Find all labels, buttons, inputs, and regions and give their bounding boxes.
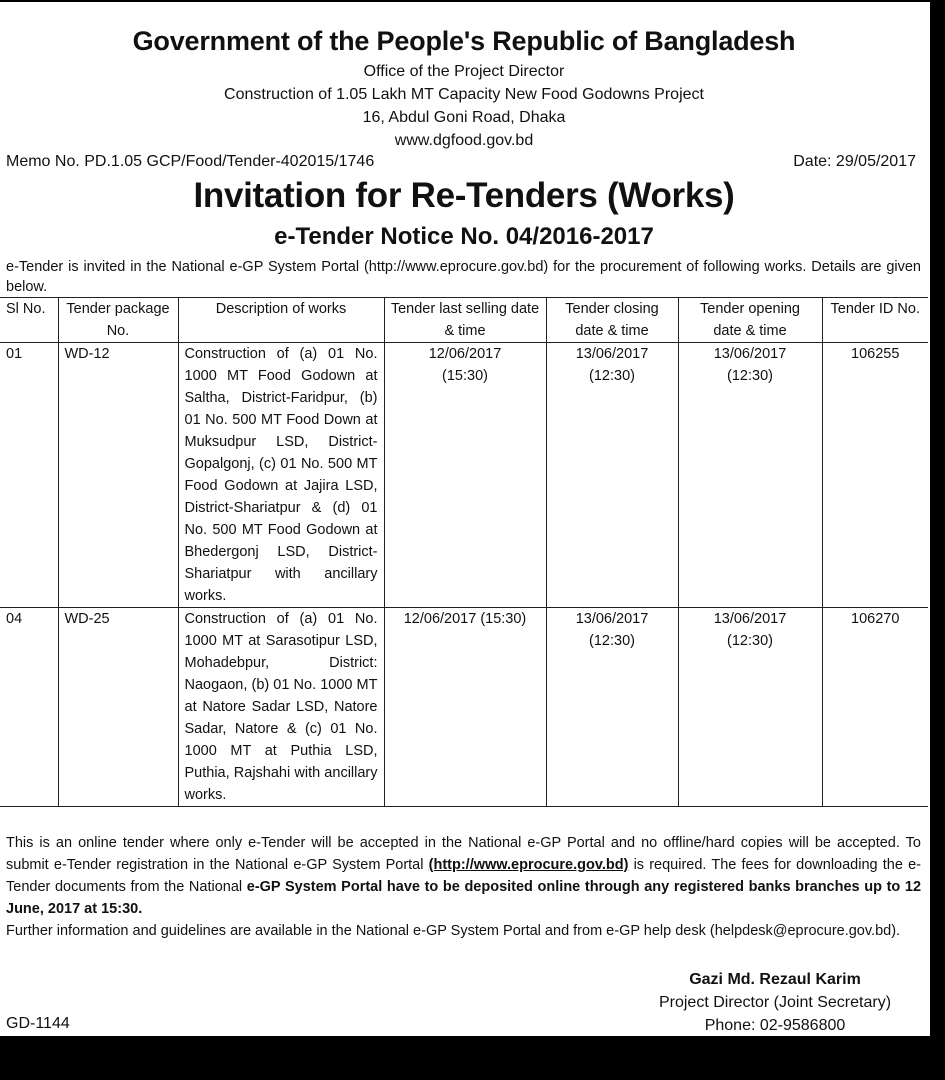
col-description: Description of works — [178, 298, 384, 343]
col-package: Tender package No. — [58, 298, 178, 343]
footer-text — [6, 832, 921, 942]
cell-opening — [678, 608, 822, 807]
office-line: Office of the Project Director — [363, 63, 565, 80]
cell-sl: 01 — [0, 343, 58, 608]
table-row — [0, 608, 928, 807]
cell-selling — [384, 343, 546, 608]
intro-paragraph: e-Tender is invited in the National e-GP System Portal (http://www.eprocure.gov.bd) for the procurement of following works. Details are given below. — [6, 259, 921, 295]
cell-description: Construction of (a) 01 No. 1000 MT Food Godown at Saltha, District-Faridpur, (b) 01 No. 500 MT Food Down at Muksudpur LSD, District-Gopalgonj, (c) 01 No. 500 MT Food Godown at Jajira LSD, District-Shariatpur & (d) 01 No. 500 MT Food Godown at Bhedergonj LSD, District-Shariatpur with ancillary works. — [178, 343, 384, 608]
cell-closing — [546, 608, 678, 807]
closing-time: (12:30) — [589, 368, 635, 384]
page-title: Invitation for Re-Tenders (Works) — [193, 176, 735, 215]
cell-tender-id: 106270 — [822, 608, 928, 807]
cell-package: WD-25 — [58, 608, 178, 807]
opening-time: (12:30) — [727, 633, 773, 649]
footer-text-a: This is an online tender where only e-Tender will be accepted in the National e-GP Portal and no offline/hard copies will be accepted. To submit e-Tender registration in the National e-GP System Portal — [6, 835, 921, 873]
col-closing: Tender closing date & time — [546, 298, 678, 343]
project-line: Construction of 1.05 Lakh MT Capacity New Food Godowns Project — [224, 86, 704, 103]
selling-time: (15:30) — [442, 368, 488, 384]
cell-tender-id: 106255 — [822, 343, 928, 608]
cell-package: WD-12 — [58, 343, 178, 608]
cell-opening — [678, 343, 822, 608]
closing-date: 13/06/2017 — [575, 346, 649, 362]
cell-selling — [384, 608, 546, 807]
gd-reference: GD-1144 — [6, 1015, 70, 1032]
signatory-name: Gazi Md. Rezaul Karim — [689, 971, 861, 988]
opening-date: 13/06/2017 — [713, 611, 787, 627]
closing-time: (12:30) — [589, 633, 635, 649]
footer-paragraph-1 — [6, 832, 921, 920]
table-row — [0, 343, 928, 608]
government-heading: Government of the People's Republic of Bangladesh — [132, 26, 796, 56]
memo-number: Memo No. PD.1.05 GCP/Food/Tender-402015/1746 — [6, 153, 375, 170]
notice-number: e-Tender Notice No. 04/2016-2017 — [274, 223, 654, 250]
footer-paragraph-2: Further information and guidelines are available in the National e-GP System Portal and from e-GP help desk (helpdesk@eprocure.gov.bd). — [6, 923, 901, 939]
cell-description: Construction of (a) 01 No. 1000 MT at Sarasotipur LSD, Mohadebpur, District: Naogaon, (b) 01 No. 1000 MT at Natore Sadar LSD, Natore Sadar, Natore & (c) 01 No. 1000 MT at Puthia LSD, Puthia, Rajshahi with ancillary works. — [178, 608, 384, 807]
opening-time: (12:30) — [727, 368, 773, 384]
eprocure-link[interactable]: (http://www.eprocure.gov.bd) — [428, 857, 629, 873]
tender-table — [0, 297, 928, 807]
top-rule — [0, 0, 933, 2]
col-opening: Tender opening date & time — [678, 298, 822, 343]
opening-date: 13/06/2017 — [713, 346, 787, 362]
col-sl: Sl No. — [0, 298, 58, 343]
col-tender-id: Tender ID No. — [822, 298, 928, 343]
address-line: 16, Abdul Goni Road, Dhaka — [362, 109, 566, 126]
col-selling: Tender last selling date & time — [384, 298, 546, 343]
signatory-title: Project Director (Joint Secretary) — [658, 994, 892, 1011]
footer-deadline-text: e-GP System Portal have to be deposited online through any registered banks branches up to 12 June, 2017 at 15:30. — [6, 879, 922, 917]
cell-closing — [546, 343, 678, 608]
memo-date: Date: 29/05/2017 — [793, 153, 916, 170]
closing-date: 13/06/2017 — [575, 611, 649, 627]
signatory-phone: Phone: 02-9586800 — [704, 1017, 846, 1034]
footer-text-b: is required. The fees for downloading the e-Tender documents from the National — [6, 857, 921, 895]
selling-date: 12/06/2017 (15:30) — [403, 611, 527, 627]
selling-date: 12/06/2017 — [428, 346, 502, 362]
cell-sl: 04 — [0, 608, 58, 807]
website-line: www.dgfood.gov.bd — [394, 132, 534, 149]
table-header-row — [0, 298, 928, 343]
